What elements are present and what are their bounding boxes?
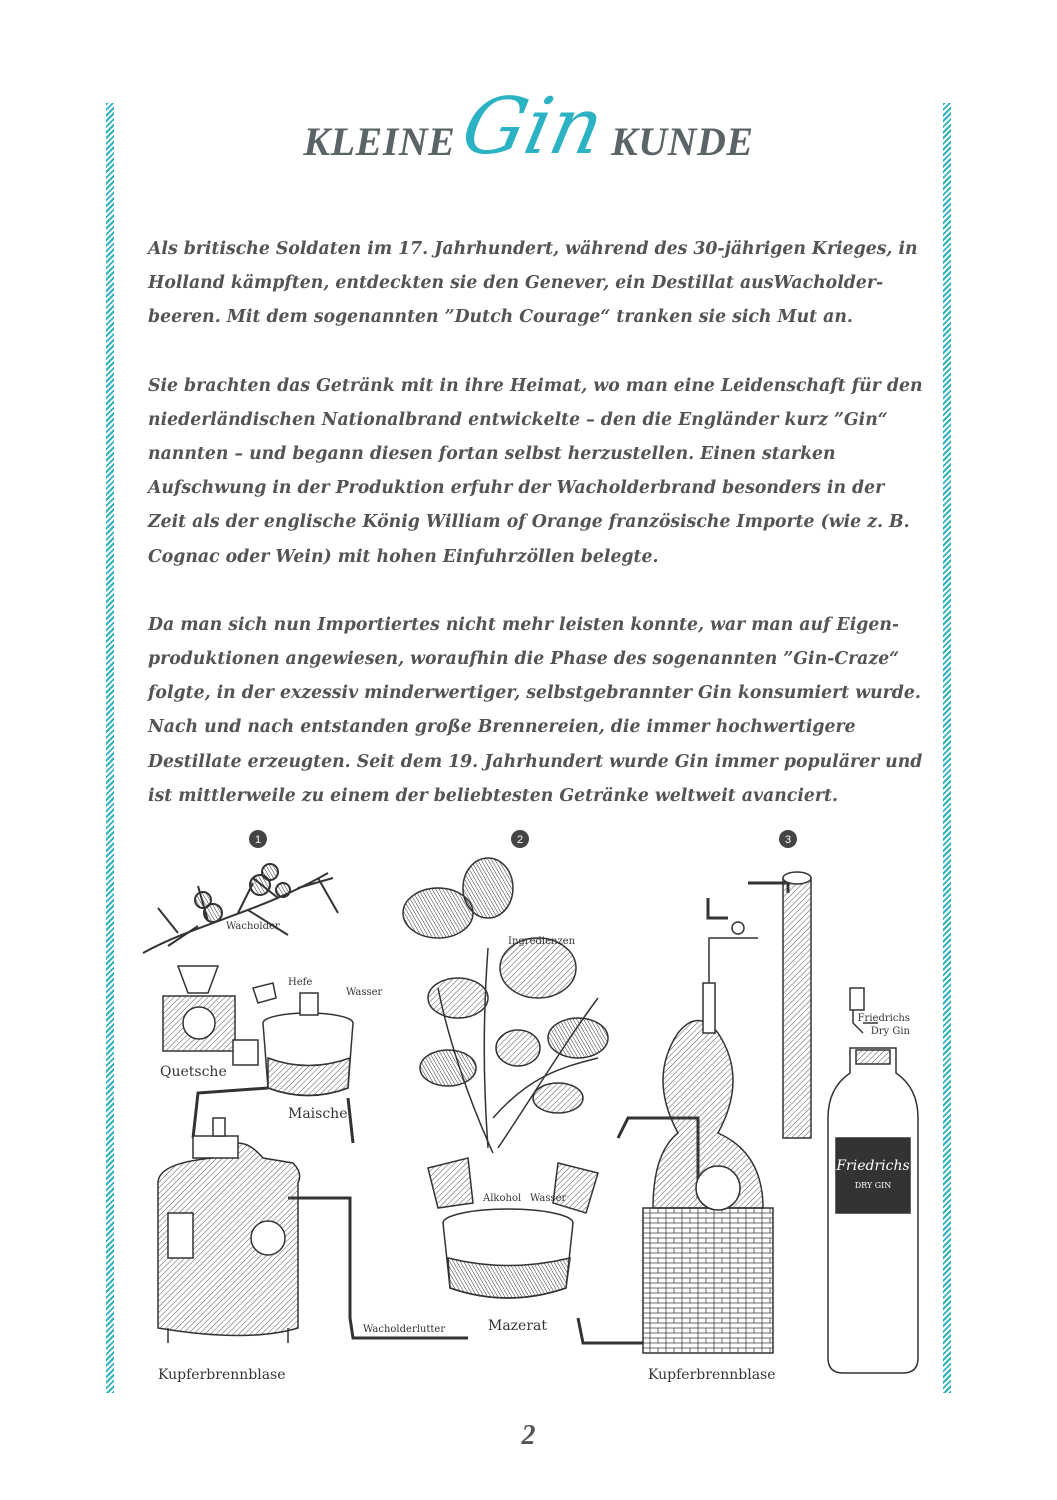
maceration-vessel — [443, 1209, 573, 1298]
label-friedrichs: Friedrichs — [857, 1013, 910, 1024]
bottle-label-sub: DRY GIN — [854, 1181, 892, 1190]
label-wacholder: Wacholder — [226, 921, 280, 932]
paragraph-2: Sie brachten das Getränk mit in ihre Heimat, wo man eine Leidenschaft für den niederländischen Nationalbrand entwickelte – den die Engländer kurz ”Gin“ nannten – und begann diesen fortan selbst herzustellen. Einen starken Aufschwung in der Produktion erfuhr der Wacholderbrand besonders in der Zeit als der englische König William of Orange französische Importe (wie z. B. Cognac oder Wein) mit hohen Einfuhrzöllen belegte. — [148, 375, 923, 567]
label-wasser-2: Wasser — [530, 1193, 567, 1204]
label-quetsche: Quetsche — [160, 1064, 227, 1080]
label-kupferbrennblase-2: Kupferbrennblase — [648, 1367, 776, 1383]
left-decorative-border — [106, 103, 114, 1393]
title-left-word: KLEINE — [303, 118, 456, 164]
label-mazerat: Mazerat — [488, 1318, 548, 1334]
svg-text:2: 2 — [516, 834, 524, 846]
label-kupferbrennblase-1: Kupferbrennblase — [158, 1367, 286, 1383]
copper-still-1 — [158, 1118, 300, 1343]
label-hefe: Hefe — [288, 977, 313, 988]
label-wacholderlutter: Wacholderlutter — [363, 1324, 446, 1335]
pouring-cups — [428, 1158, 598, 1213]
step-marker-3 — [779, 830, 797, 848]
right-decorative-border — [943, 103, 951, 1393]
step-marker-2 — [511, 830, 529, 848]
botanicals-bundle — [403, 858, 608, 1153]
mash-tub — [253, 983, 353, 1096]
label-dry-gin: Dry Gin — [870, 1026, 910, 1037]
step-marker-1 — [249, 830, 267, 848]
page-title — [0, 82, 1057, 192]
label-ingredienzen: Ingredienzen — [508, 936, 576, 947]
svg-text:3: 3 — [784, 834, 792, 846]
title-gin-script: Gin — [454, 82, 612, 172]
label-wasser-1: Wasser — [346, 987, 383, 998]
body-text — [148, 232, 923, 847]
svg-text:1: 1 — [254, 834, 262, 846]
paragraph-3: Da man sich nun Importiertes nicht mehr leisten konnte, war man auf Eigenproduktionen angewiesen, woraufhin die Phase des sogenannten ”Gin-Craze“ folgte, in der exzessiv minderwertiger, selbstgebrannter Gin konsumiert wurde. Nach und nach entstanden große Brennereien, die immer hochwertigere Destillate erzeugten. Seit dem 19. Jahrhundert wurde Gin immer populärer und ist mittlerweile zu einem der beliebtesten Getränke weltweit avanciert. — [148, 614, 923, 806]
copper-still-2 — [643, 872, 811, 1353]
label-maische: Maische — [288, 1106, 348, 1122]
crusher — [163, 966, 258, 1065]
label-alkohol: Alkohol — [483, 1193, 522, 1204]
title-right-word: KUNDE — [611, 118, 754, 164]
page-number: 2 — [521, 1420, 536, 1451]
bottle-label-brand: Friedrichs — [836, 1158, 910, 1174]
paragraph-1: Als britische Soldaten im 17. Jahrhundert, während des 30-jährigen Krieges, in Holland kämpften, entdeckten sie den Genever, ein Destillat ausWacholderbeeren. Mit dem sogenannten ”Dutch Courage“ tranken sie sich Mut an. — [148, 239, 918, 328]
juniper-branch — [143, 864, 338, 953]
gin-production-illustration — [138, 818, 928, 1398]
